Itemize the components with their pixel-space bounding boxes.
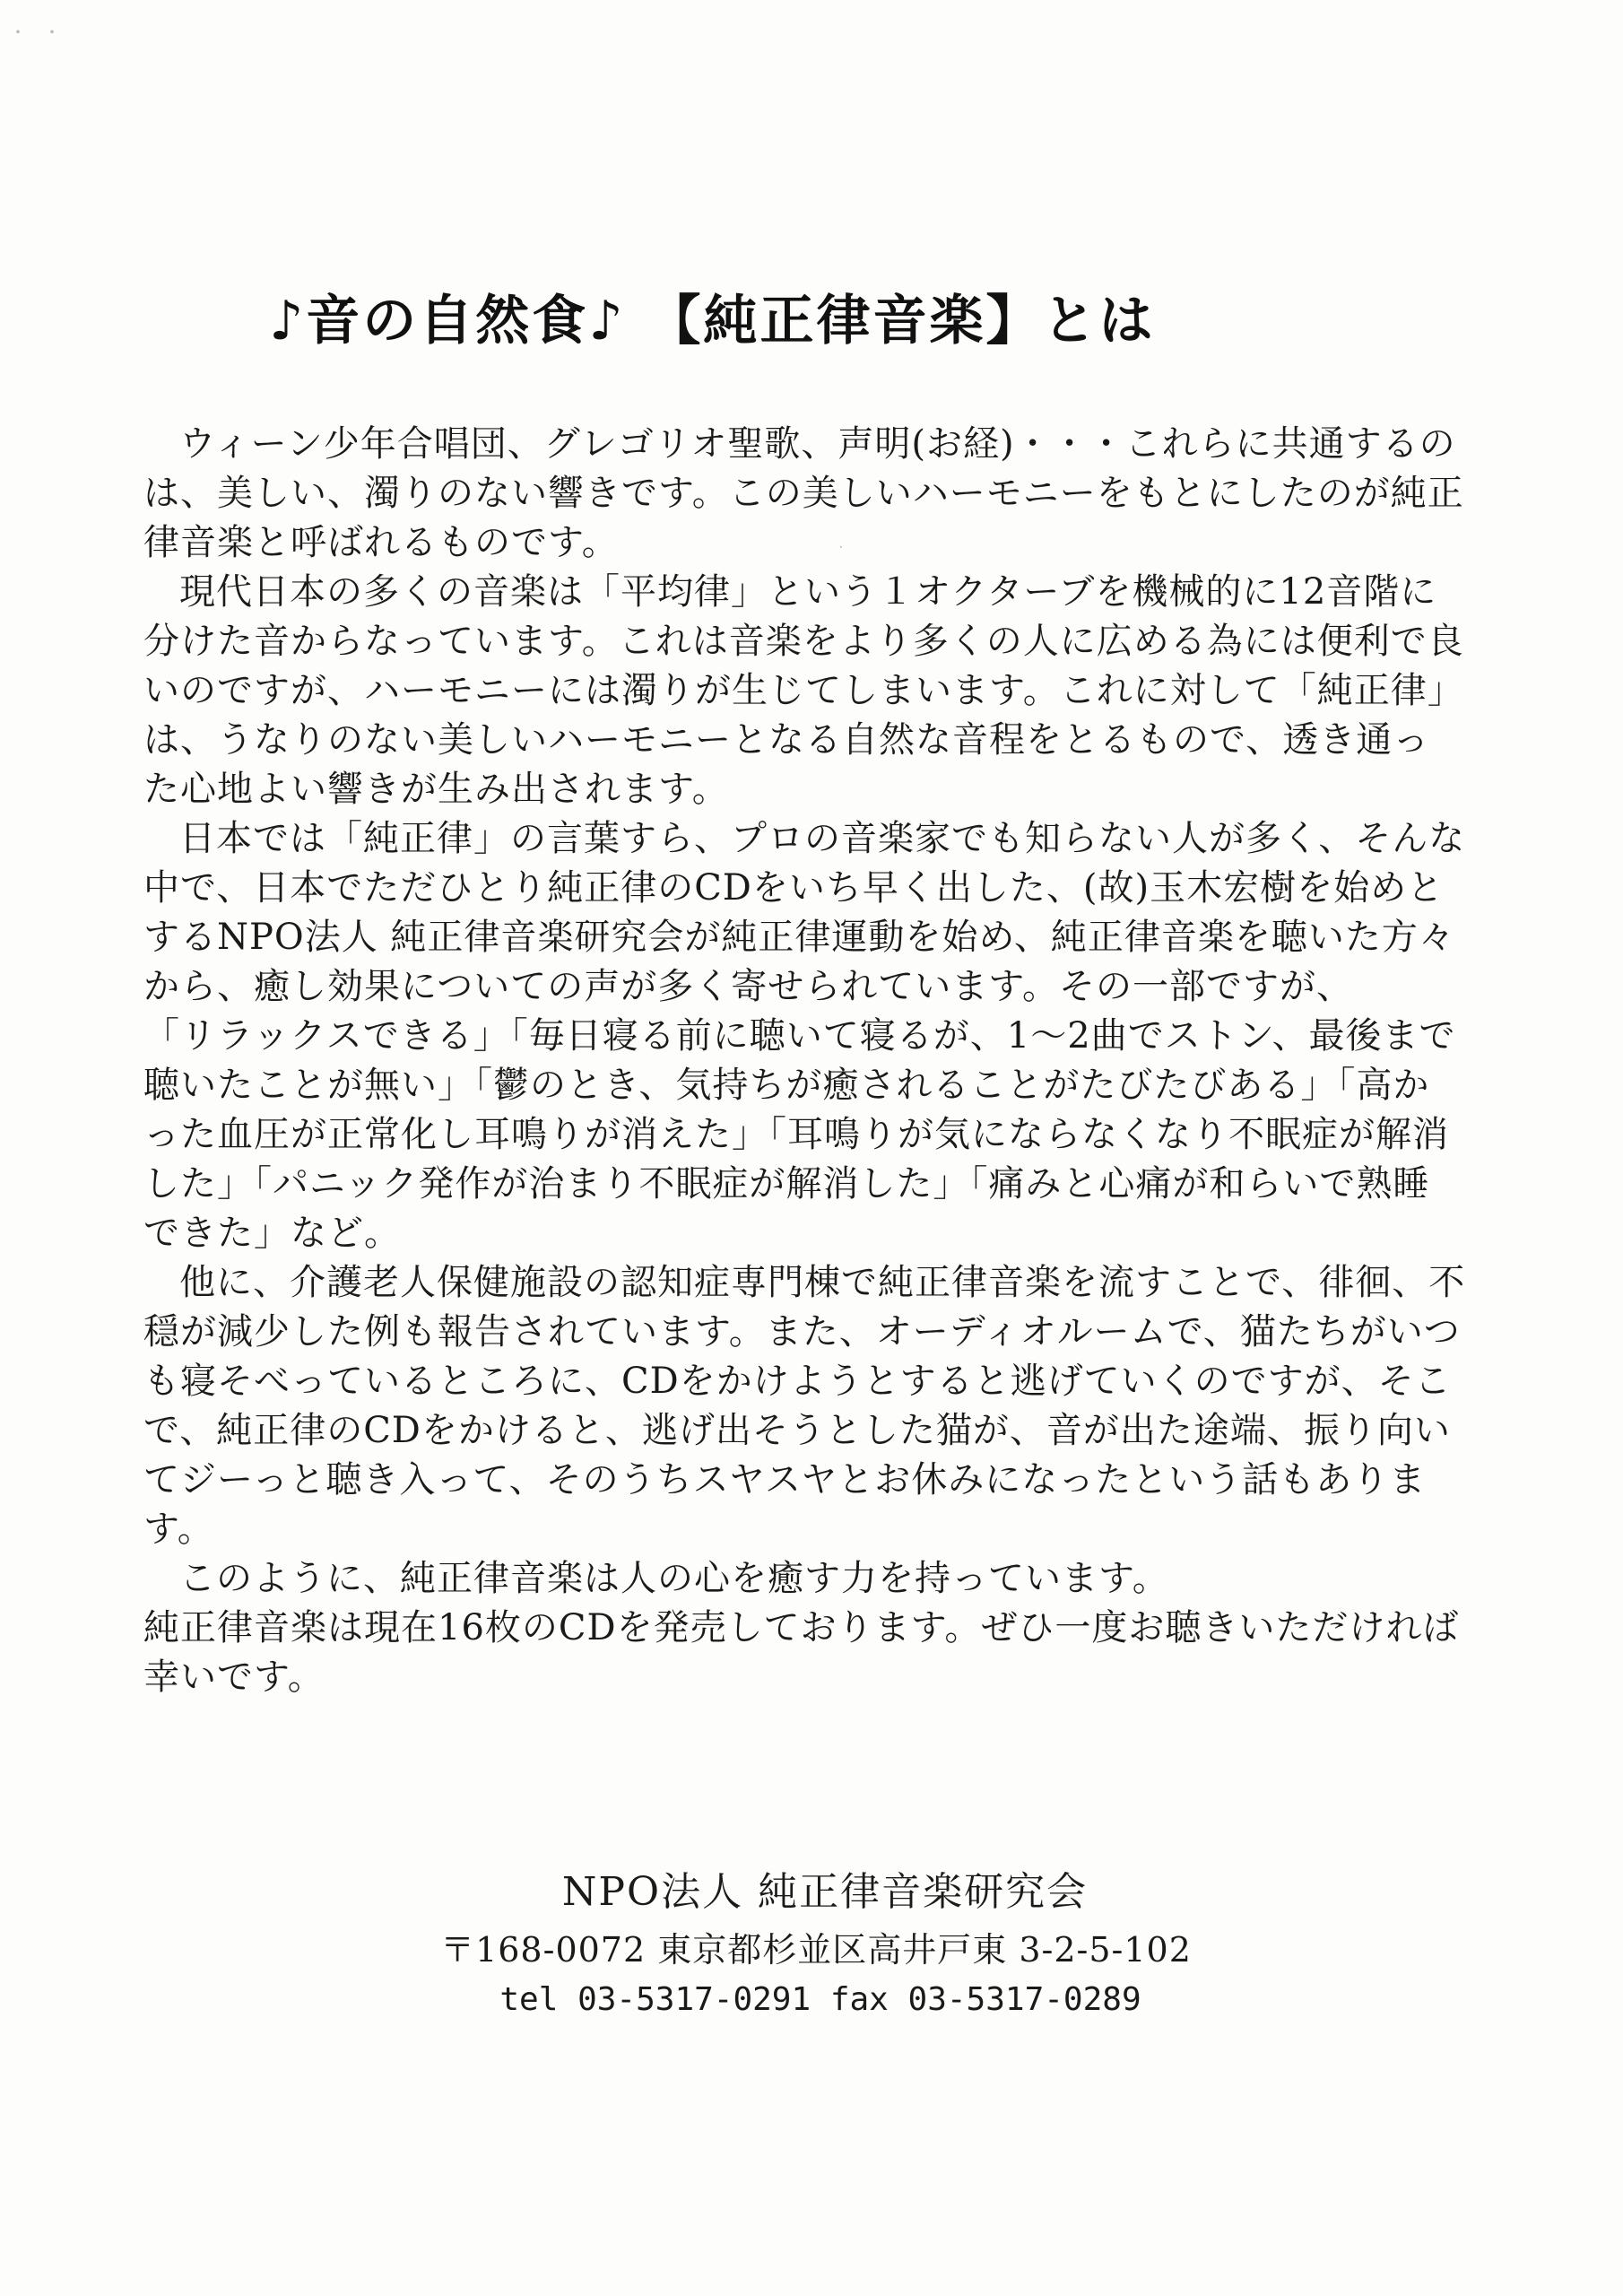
paragraph-examples: 他に、介護老人保健施設の認知症専門棟で純正律音楽を流すことで、徘徊、不穏が減少した例も報告されています。また、オーディオルームで、猫たちがいつも寝そべっているところに、CDをかけようとすると逃げていくのですが、そこで、純正律のCDをかけると、逃げ出そうとした猫が、音が出た途端、振り向いてジーっと聴き入って、そのうちスヤスヤとお休みになったという話もあります。: [143, 1262, 1466, 1550]
document-body: [143, 420, 1466, 1702]
scan-artifact: ・・: [9, 22, 77, 43]
paragraph-testimonials: 「リラックスできる」「毎日寝る前に聴いて寝るが、1～2曲でストン、最後まで聴いたことが無い」「鬱のとき、気持ちが癒されることがたびたびある」「高かった血圧が正常化し耳鳴りが消えた」「耳鳴りが気にならなくなり不眠症が解消した」「パニック発作が治まり不眠症が解消した」「痛みと心痛が和らいで熟睡できた」など。: [143, 1015, 1456, 1254]
phone-fax: tel 03-5317-0291 fax 03-5317-0289: [499, 1981, 1141, 2018]
organization-name: NPO法人 純正律音楽研究会: [561, 1869, 1089, 1915]
paragraph-japan: 日本では「純正律」の言葉すら、プロの音楽家でも知らない人が多く、そんな中で、日本でただひとり純正律のCDをいち早く出した、(故)玉木宏樹を始めとするNPO法人 純正律音楽研究会が純正律運動を始め、純正律音楽を聴いた方々から、癒し効果についての声が多く寄せられています。その一部ですが、: [143, 818, 1466, 1007]
paragraph-temperament: 現代日本の多くの音楽は「平均律」という１オクターブを機械的に12音階に分けた音からなっています。これは音楽をより多くの人に広める為には便利で良いのですが、ハーモニーには濁りが生じてしまいます。これに対して「純正律」は、うなりのない美しいハーモニーとなる自然な音程をとるもので、透き通った心地よい響きが生み出されます。: [143, 571, 1464, 810]
paragraph-intro: ウィーン少年合唱団、グレゴリオ聖歌、声明(お経)・・・これらに共通するのは、美しい、濁りのない響きです。この美しいハーモニーをもとにしたのが純正律音楽と呼ばれるものです。: [143, 423, 1464, 563]
document-title: ♪音の自然食♪ 【純正律音楽】とは: [269, 290, 1156, 352]
postal-address: 〒168-0072 東京都杉並区高井戸東 3-2-5-102: [440, 1930, 1192, 1970]
footer: [412, 1866, 1219, 2025]
paragraph-conclusion: このように、純正律音楽は人の心を癒す力を持っています。: [179, 1558, 1169, 1599]
scan-speck: ·: [838, 538, 844, 557]
paragraph-cd-release: 純正律音楽は現在16枚のCDを発売しております。ぜひ一度お聴きいただければ幸いです。: [143, 1607, 1460, 1698]
